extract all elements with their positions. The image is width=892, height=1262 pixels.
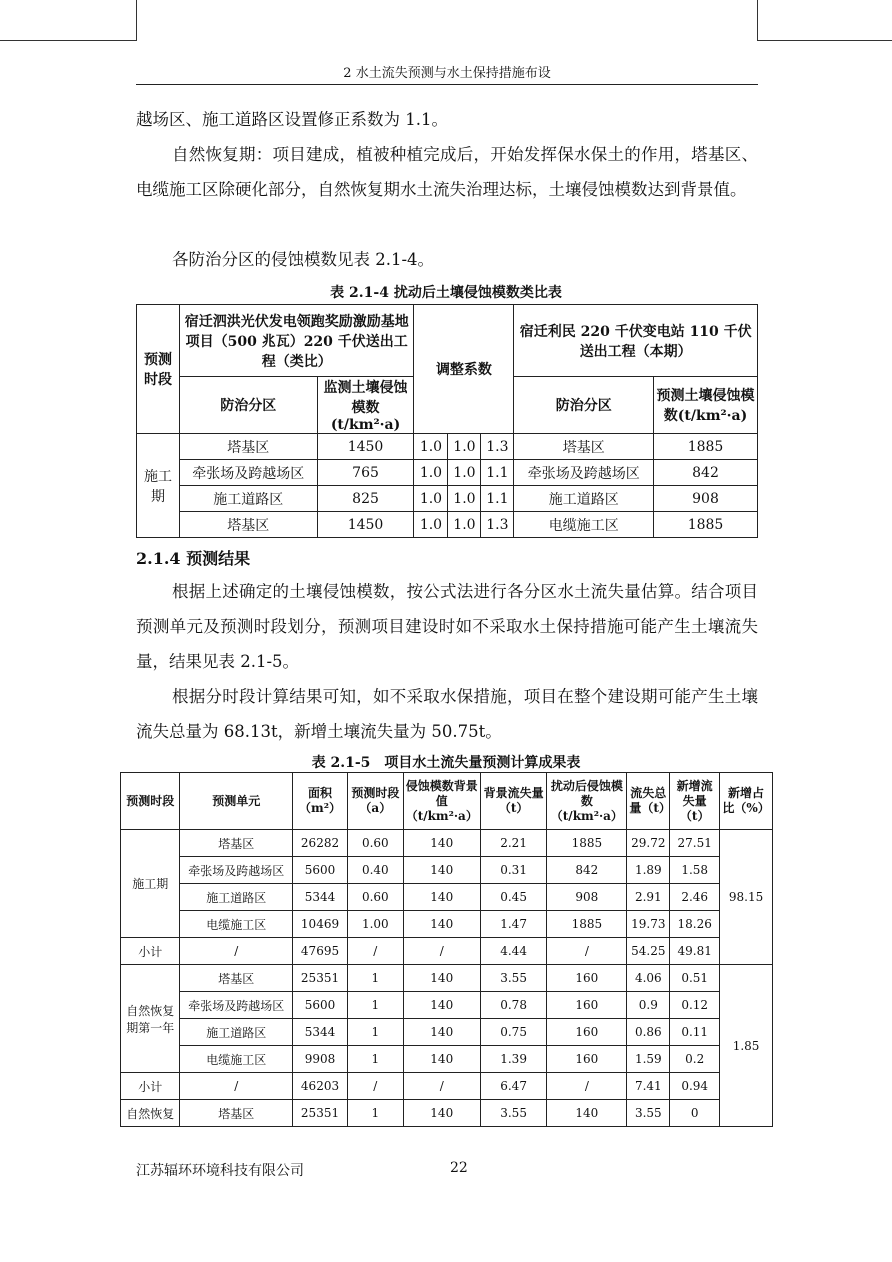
section-heading: 2.1.4 预测结果 [136, 549, 251, 568]
cell-zone-2: 牵张场及跨越场区 [514, 460, 654, 486]
cell-zone-2: 电缆施工区 [514, 512, 654, 538]
cell: 27.51 [670, 830, 720, 857]
soil-loss-prediction-table [120, 772, 773, 1127]
period-cell: 自然恢复 [121, 1100, 180, 1127]
subtotal-row [121, 938, 773, 965]
cell: 19.73 [627, 911, 670, 938]
header-this-project: 宿迁利民 220 千伏变电站 110 千伏送出工程（本期） [514, 305, 758, 377]
table-row [121, 857, 773, 884]
table-row [121, 1046, 773, 1073]
cell: 小计 [121, 1073, 180, 1100]
period-cell: 自然恢复期第一年 [121, 965, 180, 1073]
cell: / [347, 1073, 403, 1100]
cell: 1 [347, 1019, 403, 1046]
cell: 140 [403, 830, 480, 857]
cell: 0.9 [627, 992, 670, 1019]
cell-coef: 1.3 [481, 434, 514, 460]
cell: 3.55 [480, 1100, 547, 1127]
header-cell: 侵蚀模数背景值（t/km²·a） [403, 773, 480, 830]
cell: 5600 [293, 992, 348, 1019]
cell-coef: 1.1 [481, 460, 514, 486]
cell: 0.86 [627, 1019, 670, 1046]
cell-zone: 塔基区 [179, 434, 317, 460]
header-cell: 新增流失量（t） [670, 773, 720, 830]
cell: 塔基区 [180, 830, 293, 857]
cell-zone-2: 施工道路区 [514, 486, 654, 512]
cell: 140 [403, 965, 480, 992]
cell-monitor: 1450 [317, 512, 414, 538]
cell-coef: 1.0 [414, 434, 448, 460]
cell: / [347, 938, 403, 965]
table-row [121, 992, 773, 1019]
cell: 140 [403, 992, 480, 1019]
cell: 46203 [293, 1073, 348, 1100]
period-cell: 施工期 [121, 830, 180, 938]
cell: 施工道路区 [180, 884, 293, 911]
cell: 0.75 [480, 1019, 547, 1046]
cell: 3.55 [480, 965, 547, 992]
cell: 842 [547, 857, 627, 884]
cell: 0.78 [480, 992, 547, 1019]
cell: 29.72 [627, 830, 670, 857]
cell: 电缆施工区 [180, 1046, 293, 1073]
cell-monitor: 1450 [317, 434, 414, 460]
cell: 0.11 [670, 1019, 720, 1046]
cell-predict: 908 [654, 486, 758, 512]
cell: 0 [670, 1100, 720, 1127]
cell: 6.47 [480, 1073, 547, 1100]
table-row [121, 884, 773, 911]
cell: 1 [347, 965, 403, 992]
table-row [121, 1019, 773, 1046]
cell: 0.2 [670, 1046, 720, 1073]
header-period: 预测时段 [137, 305, 180, 434]
footer-company: 江苏辐环环境科技有限公司 [136, 1163, 304, 1179]
cell: 施工道路区 [180, 1019, 293, 1046]
table-2-1-4-caption: 表 2.1-4 扰动后土壤侵蚀模数类比表 [330, 285, 562, 301]
cell: 160 [547, 965, 627, 992]
cell: / [403, 1073, 480, 1100]
crop-mark-right [757, 0, 892, 41]
cell: 塔基区 [180, 965, 293, 992]
header-cell: 背景流失量（t） [480, 773, 547, 830]
table-row [121, 965, 773, 992]
cell-zone: 塔基区 [179, 512, 317, 538]
cell: / [403, 938, 480, 965]
cell: / [180, 938, 293, 965]
cell-coef: 1.0 [414, 486, 448, 512]
cell: 0.51 [670, 965, 720, 992]
cell-predict: 1885 [654, 512, 758, 538]
table-row [121, 911, 773, 938]
cell-coef: 1.0 [448, 512, 481, 538]
header-predict-modulus: 预测土壤侵蚀模数(t/km²·a) [654, 377, 758, 434]
cell: 140 [403, 1019, 480, 1046]
cell-zone: 牵张场及跨越场区 [179, 460, 317, 486]
cell: 4.06 [627, 965, 670, 992]
paragraph-3: 各防治分区的侵蚀模数见表 2.1-4。 [172, 250, 435, 269]
cell: 0.60 [347, 884, 403, 911]
cell-coef: 1.0 [448, 486, 481, 512]
ratio-cell: 1.85 [720, 965, 773, 1127]
cell: 9908 [293, 1046, 348, 1073]
cell: 140 [547, 1100, 627, 1127]
cell: 0.45 [480, 884, 547, 911]
cell: 2.46 [670, 884, 720, 911]
header-rule [136, 84, 758, 85]
cell: 1.47 [480, 911, 547, 938]
cell: 5344 [293, 884, 348, 911]
cell: 140 [403, 911, 480, 938]
cell: 26282 [293, 830, 348, 857]
period-cell: 施工期 [137, 434, 180, 538]
header-cell: 预测时段 [121, 773, 180, 830]
paragraph-2: 自然恢复期：项目建成，植被种植完成后，开始发挥保水保土的作用，塔基区、电缆施工区除硬化部分，自然恢复期水土流失治理达标，土壤侵蚀模数达到背景值。 [136, 145, 758, 199]
cell: 1.89 [627, 857, 670, 884]
cell: 4.44 [480, 938, 547, 965]
cell: / [547, 938, 627, 965]
ratio-cell: 98.15 [720, 830, 773, 965]
cell: 140 [403, 1100, 480, 1127]
subtotal-row [121, 1073, 773, 1100]
cell: 18.26 [670, 911, 720, 938]
header-zone: 防治分区 [179, 377, 317, 434]
cell-monitor: 825 [317, 486, 414, 512]
header-cell: 流失总量（t） [627, 773, 670, 830]
crop-mark-left [0, 0, 137, 41]
paragraph-1: 越场区、施工道路区设置修正系数为 1.1。 [136, 110, 448, 129]
cell-monitor: 765 [317, 460, 414, 486]
cell: / [180, 1073, 293, 1100]
cell: 3.55 [627, 1100, 670, 1127]
cell: / [547, 1073, 627, 1100]
cell-zone: 施工道路区 [179, 486, 317, 512]
cell-coef: 1.0 [414, 460, 448, 486]
table-row [121, 830, 773, 857]
running-header: 2 水土流失预测与水土保持措施布设 [343, 66, 551, 81]
cell: 1885 [547, 830, 627, 857]
erosion-modulus-table [136, 304, 758, 538]
cell-coef: 1.0 [448, 460, 481, 486]
cell-coef: 1.0 [448, 434, 481, 460]
paragraph-5: 根据分时段计算结果可知，如不采取水保措施，项目在整个建设期可能产生土壤流失总量为 68.13t，新增土壤流失量为 50.75t。 [136, 687, 758, 741]
cell: 5600 [293, 857, 348, 884]
cell: 47695 [293, 938, 348, 965]
table-row [121, 1100, 773, 1127]
table-2-1-5-caption: 表 2.1-5 项目水土流失量预测计算成果表 [311, 755, 581, 771]
cell: 160 [547, 1019, 627, 1046]
cell: 140 [403, 1046, 480, 1073]
cell: 2.21 [480, 830, 547, 857]
cell: 10469 [293, 911, 348, 938]
header-adjust-coefficient: 调整系数 [414, 305, 514, 434]
cell-coef: 1.0 [414, 512, 448, 538]
cell: 1.59 [627, 1046, 670, 1073]
table-row [137, 512, 758, 538]
cell: 1 [347, 992, 403, 1019]
paragraph-4: 根据上述确定的土壤侵蚀模数，按公式法进行各分区水土流失量估算。结合项目预测单元及预测时段划分，预测项目建设时如不采取水土保持措施可能产生土壤流失量，结果见表 2.1-5。 [136, 582, 758, 671]
cell: 140 [403, 884, 480, 911]
cell-predict: 1885 [654, 434, 758, 460]
cell: 54.25 [627, 938, 670, 965]
header-cell: 预测时段（a） [347, 773, 403, 830]
cell: 1.58 [670, 857, 720, 884]
header-cell: 预测单元 [180, 773, 293, 830]
cell: 0.60 [347, 830, 403, 857]
cell: 电缆施工区 [180, 911, 293, 938]
cell: 1 [347, 1046, 403, 1073]
cell-coef: 1.3 [481, 512, 514, 538]
cell: 塔基区 [180, 1100, 293, 1127]
cell: 0.40 [347, 857, 403, 884]
cell: 1.39 [480, 1046, 547, 1073]
cell: 1885 [547, 911, 627, 938]
header-reference-project: 宿迁泗洪光伏发电领跑奖励激励基地项目（500 兆瓦）220 千伏送出工程（类比） [179, 305, 414, 377]
cell: 0.31 [480, 857, 547, 884]
cell-zone-2: 塔基区 [514, 434, 654, 460]
header-monitor-modulus: 监测土壤侵蚀模数(t/km²·a) [317, 377, 414, 434]
cell: 小计 [121, 938, 180, 965]
header-cell: 面积（m²） [293, 773, 348, 830]
cell: 140 [403, 857, 480, 884]
cell: 160 [547, 1046, 627, 1073]
cell: 160 [547, 992, 627, 1019]
table-row [137, 460, 758, 486]
table-row [137, 486, 758, 512]
table-header-row [121, 773, 773, 830]
table-row [137, 434, 758, 460]
cell: 49.81 [670, 938, 720, 965]
header-cell: 扰动后侵蚀模数（t/km²·a） [547, 773, 627, 830]
cell: 7.41 [627, 1073, 670, 1100]
cell: 0.12 [670, 992, 720, 1019]
header-cell: 新增占比（%） [720, 773, 773, 830]
header-zone-2: 防治分区 [514, 377, 654, 434]
cell: 1 [347, 1100, 403, 1127]
cell: 1.00 [347, 911, 403, 938]
cell: 25351 [293, 1100, 348, 1127]
cell: 5344 [293, 1019, 348, 1046]
cell: 25351 [293, 965, 348, 992]
cell: 牵张场及跨越场区 [180, 992, 293, 1019]
cell: 908 [547, 884, 627, 911]
cell: 2.91 [627, 884, 670, 911]
cell: 牵张场及跨越场区 [180, 857, 293, 884]
page-number: 22 [450, 1160, 468, 1176]
cell-predict: 842 [654, 460, 758, 486]
cell-coef: 1.1 [481, 486, 514, 512]
cell: 0.94 [670, 1073, 720, 1100]
